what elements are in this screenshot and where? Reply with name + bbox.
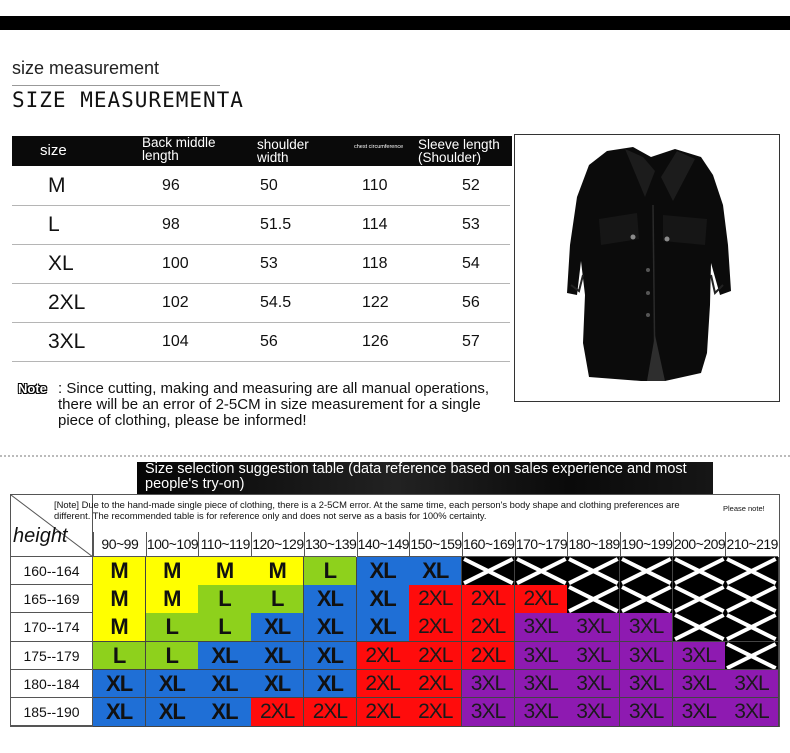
note-label: Note [18, 381, 47, 396]
size-cell-2xl [357, 698, 410, 727]
size-cell-label: 3XL [523, 643, 558, 667]
size-label: XL [48, 252, 74, 275]
size-cell-label: 3XL [734, 700, 769, 723]
height-range-label: 180--184 [11, 670, 93, 698]
not-recommended-cell [725, 585, 778, 614]
cross-icon [620, 585, 673, 613]
measurement-value: 100 [162, 255, 189, 272]
size-cell-label: 2XL [365, 643, 400, 667]
weight-range-header: 90~99 [93, 532, 146, 557]
size-cell-label: 3XL [734, 671, 769, 695]
size-cell-2xl [409, 698, 462, 727]
size-cell-label: L [218, 586, 231, 612]
page-subtitle: size measurement [12, 58, 160, 78]
measurement-value: 118 [362, 255, 388, 272]
cross-icon [567, 557, 620, 585]
suggestion-note: [Note] Due to the hand-made single piece of clothing, there is a 2-5CM error. At the same time, each person's body shape and clothing preferences are different. The recommended table is for reference only and does not serve as a basis for 100% certainty. [54, 499, 680, 521]
size-cell-2xl [409, 613, 462, 642]
size-cell-label: XL [264, 670, 291, 696]
size-cell-label: 2XL [523, 587, 558, 611]
size-cell-label: 2XL [418, 615, 453, 639]
size-cell-xl [304, 642, 357, 671]
size-cell-label: M [163, 586, 181, 612]
size-cell-xl [357, 557, 410, 586]
size-cell-label: XL [264, 614, 291, 640]
measurement-value: 54.5 [260, 294, 292, 311]
size-cell-xl [304, 613, 357, 642]
size-cell-m [93, 613, 146, 642]
cross-icon [725, 642, 778, 670]
not-recommended-cell [673, 585, 726, 614]
size-cell-3xl [725, 670, 778, 699]
cross-icon [567, 585, 620, 613]
size-cell-label: L [165, 642, 178, 668]
weight-range-header: 180~189 [567, 532, 620, 557]
please-note: Please note! [723, 504, 765, 513]
size-cell-xl [304, 585, 357, 614]
size-cell-xl [198, 642, 251, 671]
size-cell-m [146, 585, 199, 614]
section-divider [0, 455, 790, 457]
size-cell-label: 3XL [576, 615, 611, 639]
size-cell-xl [146, 670, 199, 699]
size-cell-2xl [409, 642, 462, 671]
weight-range-header: 150~159 [409, 532, 462, 557]
measurement-value: 104 [162, 333, 189, 350]
measurement-value: 110 [362, 177, 388, 194]
cross-icon [515, 557, 568, 585]
size-cell-label: 2XL [365, 700, 400, 723]
measurement-value: 114 [362, 216, 388, 233]
size-cell-label: L [218, 614, 231, 640]
size-cell-xl [304, 670, 357, 699]
column-header-chest: chest circumference [354, 144, 404, 150]
size-cell-label: 3XL [576, 700, 611, 723]
not-recommended-cell [673, 613, 726, 642]
size-cell-label: 3XL [523, 671, 558, 695]
size-cell-label: M [268, 558, 286, 583]
weight-range-header: 110~119 [198, 532, 251, 557]
size-cell-2xl [357, 670, 410, 699]
cross-icon [462, 557, 515, 585]
not-recommended-cell [673, 557, 726, 586]
not-recommended-cell [620, 585, 673, 614]
height-label: height [13, 525, 68, 547]
measurement-value: 122 [362, 294, 389, 311]
size-cell-label: XL [264, 642, 291, 668]
size-cell-label: XL [106, 670, 133, 696]
size-cell-label: 2XL [418, 587, 453, 611]
size-cell-3xl [567, 670, 620, 699]
size-cell-label: XL [158, 670, 185, 696]
size-cell-m [251, 557, 304, 586]
size-cell-m [93, 557, 146, 586]
size-cell-m [93, 585, 146, 614]
size-cell-label: M [163, 558, 181, 583]
size-cell-2xl [462, 642, 515, 671]
size-label: 3XL [48, 330, 86, 353]
size-cell-3xl [462, 670, 515, 699]
size-cell-xl [198, 698, 251, 727]
top-bar [0, 16, 790, 30]
size-cell-label: L [112, 642, 126, 668]
size-cell-l [198, 585, 251, 614]
height-range-label: 185--190 [11, 698, 93, 726]
size-cell-2xl [409, 670, 462, 699]
size-cell-xl [357, 585, 410, 614]
size-cell-label: XL [316, 614, 343, 640]
size-cell-3xl [462, 698, 515, 727]
size-cell-l [146, 613, 199, 642]
size-cell-3xl [515, 698, 568, 727]
column-header-back-length: Back middle length [142, 135, 216, 163]
size-cell-label: 2XL [365, 671, 400, 695]
size-cell-2xl [462, 613, 515, 642]
size-cell-3xl [515, 613, 568, 642]
cross-icon [620, 557, 673, 585]
size-label: M [48, 174, 66, 197]
page-title: SIZE MEASUREMENTA [12, 88, 244, 112]
size-cell-2xl [357, 642, 410, 671]
measurement-row [12, 284, 510, 323]
size-cell-label: 2XL [418, 671, 453, 695]
size-cell-label: 3XL [576, 643, 611, 667]
size-cell-xl [251, 613, 304, 642]
size-cell-label: XL [106, 699, 133, 724]
size-cell-label: L [165, 614, 178, 640]
size-cell-3xl [725, 698, 778, 727]
size-cell-label: 3XL [470, 671, 506, 695]
size-cell-xl [93, 670, 146, 699]
not-recommended-cell [725, 557, 778, 586]
size-cell-label: 2XL [418, 700, 453, 723]
weight-range-header: 160~169 [462, 532, 515, 557]
size-cell-label: 2XL [260, 700, 295, 723]
size-cell-label: 3XL [628, 615, 664, 639]
measurement-value: 56 [260, 333, 278, 350]
size-cell-label: 2XL [470, 587, 506, 611]
size-cell-xl [198, 670, 251, 699]
size-cell-label: XL [316, 670, 343, 696]
column-header-size: size [40, 142, 67, 159]
cross-icon [673, 613, 726, 641]
size-cell-2xl [515, 585, 568, 614]
size-cell-l [304, 557, 357, 586]
column-header-sleeve: Sleeve length (Shoulder) [418, 138, 500, 165]
measurement-value: 56 [462, 294, 480, 311]
size-cell-l [146, 642, 199, 671]
size-cell-label: L [270, 586, 284, 612]
measurement-value: 53 [462, 216, 480, 233]
column-header-shoulder: shoulder width [257, 137, 309, 165]
not-recommended-cell [725, 642, 778, 671]
size-cell-3xl [620, 670, 673, 699]
measurement-row [12, 245, 510, 284]
size-cell-label: 3XL [523, 615, 558, 639]
size-cell-2xl [409, 585, 462, 614]
size-cell-l [198, 613, 251, 642]
size-cell-label: 3XL [681, 671, 716, 695]
size-cell-3xl [620, 642, 673, 671]
size-cell-xl [251, 670, 304, 699]
size-cell-3xl [567, 642, 620, 671]
size-cell-3xl [620, 613, 673, 642]
size-cell-label: 2XL [312, 700, 348, 723]
weight-range-header: 120~129 [251, 532, 304, 557]
size-cell-label: M [215, 558, 234, 583]
not-recommended-cell [515, 557, 568, 586]
height-range-label: 160--164 [11, 557, 93, 585]
size-label: 2XL [48, 291, 86, 314]
size-cell-m [146, 557, 199, 586]
black-long-coat-photo [515, 135, 780, 402]
size-cell-xl [146, 698, 199, 727]
size-cell-label: L [323, 558, 337, 583]
size-cell-label: 3XL [628, 643, 664, 667]
size-cell-xl [251, 642, 304, 671]
size-cell-3xl [567, 613, 620, 642]
measurement-value: 98 [162, 216, 180, 233]
not-recommended-cell [462, 557, 515, 586]
size-cell-2xl [251, 698, 304, 727]
size-cell-label: 3XL [628, 700, 664, 723]
not-recommended-cell [567, 585, 620, 614]
measurement-value: 52 [462, 177, 480, 194]
measurement-row [12, 206, 510, 245]
height-range-label: 170--174 [11, 613, 93, 641]
weight-range-header: 140~149 [357, 532, 410, 557]
measurement-row [12, 323, 510, 362]
size-cell-label: M [110, 558, 128, 583]
measurement-value: 54 [462, 255, 480, 272]
size-cell-label: 2XL [470, 643, 506, 667]
size-cell-xl [409, 557, 462, 586]
size-cell-label: XL [369, 614, 396, 640]
weight-range-header: 210~219 [725, 532, 778, 557]
weight-range-header: 170~179 [515, 532, 568, 557]
measurement-value: 126 [362, 333, 389, 350]
size-cell-label: XL [369, 558, 396, 583]
size-cell-label: 3XL [681, 700, 716, 723]
suggestion-banner [137, 462, 713, 495]
not-recommended-cell [620, 557, 673, 586]
size-cell-label: 3XL [523, 700, 558, 723]
size-cell-l [93, 642, 146, 671]
cross-icon [725, 557, 778, 585]
cross-icon [725, 613, 778, 641]
size-cell-3xl [673, 670, 726, 699]
suggestion-banner-title: Size selection suggestion table (data reference based on sales experience and most people's try-on) [145, 462, 687, 492]
size-cell-label: 3XL [628, 671, 664, 695]
size-cell-label: XL [211, 670, 238, 696]
size-cell-label: XL [422, 558, 449, 583]
cross-icon [725, 585, 778, 613]
size-cell-xl [93, 698, 146, 727]
weight-range-header: 200~209 [673, 532, 726, 557]
not-recommended-cell [567, 557, 620, 586]
size-cell-label: XL [211, 699, 238, 724]
not-recommended-cell [725, 613, 778, 642]
size-cell-3xl [620, 698, 673, 727]
size-cell-2xl [462, 585, 515, 614]
size-cell-label: XL [316, 586, 343, 612]
size-cell-label: XL [316, 642, 343, 668]
weight-range-header: 190~199 [620, 532, 673, 557]
measurement-table-header [12, 136, 512, 166]
size-cell-3xl [673, 698, 726, 727]
size-suggestion-table [10, 494, 780, 727]
size-cell-3xl [673, 642, 726, 671]
size-cell-label: XL [211, 642, 238, 668]
size-cell-label: 3XL [576, 671, 611, 695]
size-cell-3xl [515, 670, 568, 699]
measurement-row [12, 167, 510, 206]
size-cell-xl [357, 613, 410, 642]
measurement-value: 50 [260, 177, 278, 194]
size-cell-m [198, 557, 251, 586]
size-cell-label: 3XL [681, 643, 716, 667]
size-cell-label: M [110, 614, 128, 640]
height-range-label: 165--169 [11, 585, 93, 613]
measurement-value: 53 [260, 255, 278, 272]
cross-icon [673, 557, 726, 585]
size-cell-label: XL [369, 586, 396, 612]
size-cell-l [251, 585, 304, 614]
size-cell-label: 2XL [470, 615, 506, 639]
weight-range-header: 130~139 [304, 532, 357, 557]
divider [12, 85, 220, 86]
size-cell-3xl [515, 642, 568, 671]
note-text: : Since cutting, making and measuring are all manual operations, there will be an error of 2-5CM in size measurement for a single piece of clothing, please be informed! [58, 380, 490, 429]
size-cell-label: 3XL [470, 700, 506, 723]
measurement-value: 51.5 [260, 216, 292, 233]
measurement-value: 57 [462, 333, 480, 350]
measurement-value: 96 [162, 177, 180, 194]
product-photo [514, 134, 780, 402]
size-label: L [48, 213, 60, 236]
cross-icon [673, 585, 726, 613]
weight-range-header: 100~109 [146, 532, 199, 557]
size-cell-3xl [567, 698, 620, 727]
size-cell-label: 2XL [418, 643, 453, 667]
measurement-value: 102 [162, 294, 189, 311]
size-cell-label: XL [158, 699, 185, 724]
height-range-label: 175--179 [11, 642, 93, 670]
size-cell-2xl [304, 698, 357, 727]
size-cell-label: M [110, 586, 128, 612]
